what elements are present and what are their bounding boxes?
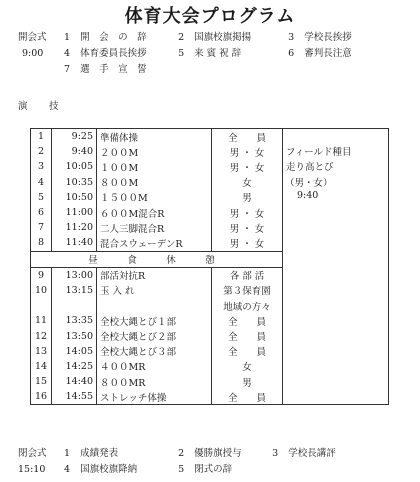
- closing-item: 成績発表: [80, 448, 119, 459]
- event-participants: 各 部 活: [212, 267, 283, 283]
- event-name: [97, 298, 212, 313]
- opening-item-no: 2: [178, 32, 185, 43]
- closing-time: 15:10: [18, 464, 46, 475]
- opening-time: 9:00: [22, 48, 44, 59]
- opening-item: 来 賓 祝 辞: [194, 48, 242, 59]
- event-number: 12: [31, 328, 52, 343]
- event-time: 11:20: [52, 220, 97, 235]
- event-name: 部活対抗R: [97, 267, 212, 283]
- event-number: 11: [31, 313, 52, 328]
- event-name: ８００M: [97, 175, 212, 190]
- lunch-row: [31, 251, 389, 267]
- event-time: 10:50: [52, 190, 97, 205]
- event-number: 3: [31, 159, 52, 174]
- event-time: 14:05: [52, 344, 97, 359]
- closing-label: 閉会式: [18, 448, 47, 459]
- closing-item-no: 1: [64, 448, 71, 459]
- opening-item: 国旗校旗掲揚: [194, 32, 252, 43]
- field-note-line1: 走り高とび: [283, 159, 389, 174]
- event-number: 14: [31, 359, 52, 374]
- event-participants: 全 員: [212, 344, 283, 359]
- table-row: [31, 220, 389, 235]
- event-time: 13:35: [52, 313, 97, 328]
- event-time: 9:40: [52, 144, 97, 159]
- event-name: ６００M混合R: [97, 205, 212, 220]
- field-note-cell: [283, 235, 389, 251]
- closing-item: 優勝旗授与: [194, 448, 242, 459]
- event-time: 10:35: [52, 175, 97, 190]
- closing-item-no: 4: [64, 464, 71, 475]
- opening-item-no: 7: [64, 64, 71, 75]
- event-number: 4: [31, 175, 52, 190]
- closing-item-no: 3: [272, 448, 279, 459]
- opening-item-no: 1: [64, 32, 71, 43]
- opening-item: 学校長挨拶: [304, 32, 352, 43]
- event-number: 7: [31, 220, 52, 235]
- event-participants: 全 員: [212, 328, 283, 343]
- event-participants: 男: [212, 190, 283, 205]
- event-participants: 男 ・ 女: [212, 205, 283, 220]
- event-participants: 全 員: [212, 389, 283, 405]
- event-number: 10: [31, 283, 52, 298]
- opening-item-no: 6: [288, 48, 295, 59]
- lunch-break: 昼 食 休 憩: [31, 251, 283, 267]
- event-name: 準備体操: [97, 129, 212, 145]
- closing-item: 国旗校旗降納: [80, 464, 138, 475]
- event-name: １００M: [97, 159, 212, 174]
- event-number: [31, 298, 52, 313]
- closing-item: 学校長講評: [288, 448, 336, 459]
- field-note-line2: （男・女）: [283, 175, 389, 190]
- event-time: 13:15: [52, 283, 97, 298]
- event-number: 1: [31, 129, 52, 145]
- table-row: [31, 190, 389, 205]
- event-name: 全校大縄とび１部: [97, 313, 212, 328]
- event-participants: 女: [212, 175, 283, 190]
- opening-item: 選 手 宣 誓: [80, 64, 147, 75]
- event-name: １５００M: [97, 190, 212, 205]
- event-name: 全校大縄とび２部: [97, 328, 212, 343]
- event-participants: 地域の方々: [212, 298, 283, 313]
- closing-item-no: 2: [178, 448, 185, 459]
- event-time: 11:40: [52, 235, 97, 251]
- event-number: 15: [31, 374, 52, 389]
- event-time: [52, 298, 97, 313]
- closing-item: 閉式の辞: [194, 464, 233, 475]
- event-participants: 男 ・ 女: [212, 144, 283, 159]
- event-participants: 男 ・ 女: [212, 220, 283, 235]
- event-time: 10:05: [52, 159, 97, 174]
- events-label: 演 技: [18, 101, 65, 112]
- event-time: 13:50: [52, 328, 97, 343]
- event-time: 11:00: [52, 205, 97, 220]
- event-number: 13: [31, 344, 52, 359]
- event-number: 6: [31, 205, 52, 220]
- event-participants: 男: [212, 374, 283, 389]
- table-row: [31, 175, 389, 190]
- field-note-heading: フィールド種目: [283, 144, 389, 159]
- event-name: 二人三脚混合R: [97, 220, 212, 235]
- event-participants: 全 員: [212, 129, 283, 145]
- table-row: [31, 205, 389, 220]
- opening-item: 審判長注意: [304, 48, 352, 59]
- table-row: [31, 129, 389, 145]
- event-participants: 全 員: [212, 313, 283, 328]
- event-number: 8: [31, 235, 52, 251]
- program-table: [30, 128, 389, 405]
- event-time: 14:40: [52, 374, 97, 389]
- event-participants: 女: [212, 359, 283, 374]
- event-name: ８００MR: [97, 374, 212, 389]
- field-note-cell: [283, 129, 389, 145]
- table-row: [31, 144, 389, 159]
- event-participants: 男 ・ 女: [212, 235, 283, 251]
- table-row: [31, 159, 389, 174]
- event-number: 5: [31, 190, 52, 205]
- event-number: 9: [31, 267, 52, 283]
- field-note-cell: [283, 220, 389, 235]
- event-name: ストレッチ体操: [97, 389, 212, 405]
- opening-item-no: 5: [178, 48, 185, 59]
- closing-ceremony: [18, 446, 336, 478]
- event-participants: 第３保育園: [212, 283, 283, 298]
- field-note-line3: 9:40: [283, 190, 389, 205]
- opening-item-no: 4: [64, 48, 71, 59]
- field-note-cell: [283, 205, 389, 220]
- closing-item-no: 5: [178, 464, 185, 475]
- event-time: 14:25: [52, 359, 97, 374]
- opening-item: 体育委員長挨拶: [80, 48, 147, 59]
- opening-label: 開会式: [18, 32, 47, 43]
- opening-ceremony: [18, 30, 352, 78]
- event-name: 混合スウェーデンR: [97, 235, 212, 251]
- opening-item-no: 3: [288, 32, 295, 43]
- event-name: 玉 入 れ: [97, 283, 212, 298]
- field-note-cell: [283, 251, 389, 405]
- event-time: 13:00: [52, 267, 97, 283]
- event-time: 9:25: [52, 129, 97, 145]
- table-row: [31, 235, 389, 251]
- event-name: ２００M: [97, 144, 212, 159]
- opening-item: 開 会 の 辞: [80, 32, 147, 43]
- event-participants: 男 ・ 女: [212, 159, 283, 174]
- event-name: 全校大縄とび３部: [97, 344, 212, 359]
- page-title: 体育大会プログラム: [124, 6, 296, 27]
- event-number: 16: [31, 389, 52, 405]
- event-name: ４００MR: [97, 359, 212, 374]
- event-number: 2: [31, 144, 52, 159]
- event-time: 14:55: [52, 389, 97, 405]
